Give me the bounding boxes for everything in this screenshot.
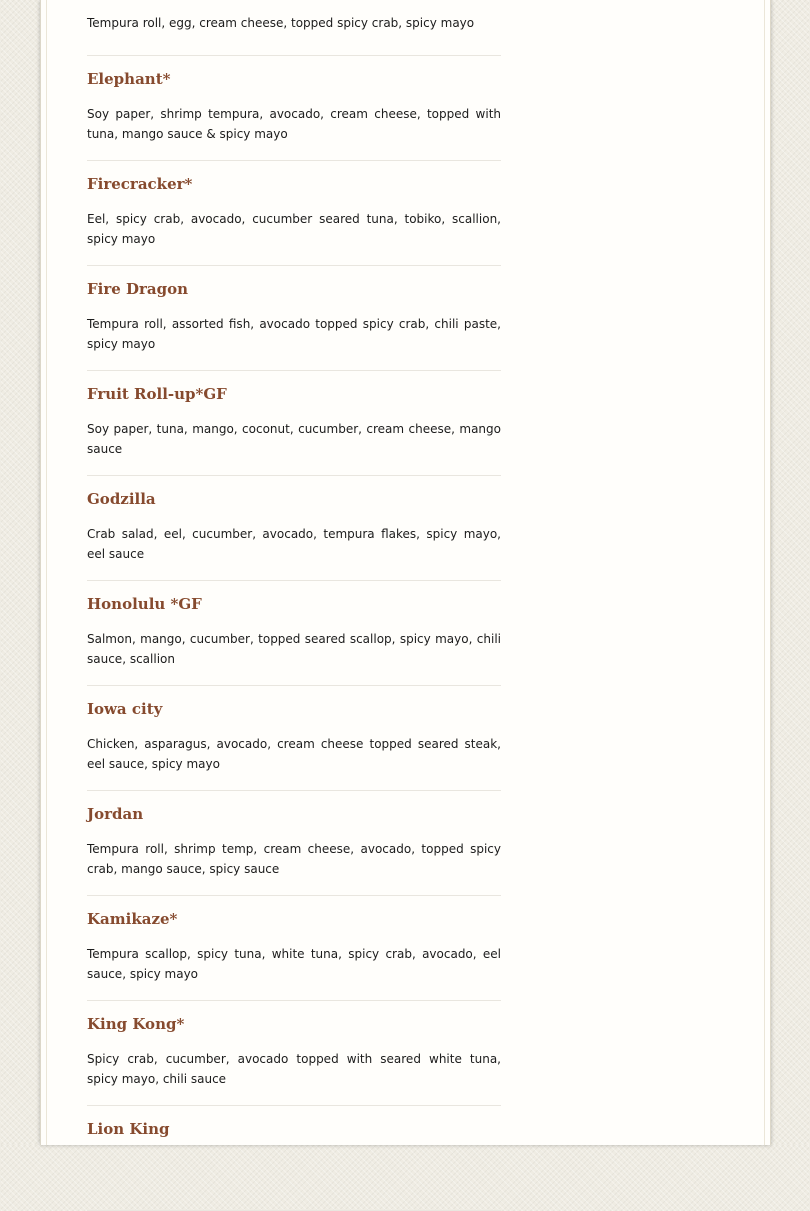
menu-item <box>87 1106 501 1211</box>
menu-item <box>87 791 501 896</box>
menu-item <box>87 56 501 161</box>
menu-item-description: Tempura roll, assorted fish, avocado topped spicy crab, chili paste, spicy mayo <box>87 317 501 351</box>
intro-description: Tempura roll, egg, cream cheese, topped spicy crab, spicy mayo <box>87 0 501 56</box>
menu-item-title: Lion King <box>87 1120 170 1138</box>
menu-item-title: Elephant* <box>87 70 171 88</box>
menu-item-title: King Kong* <box>87 1015 185 1033</box>
menu-list <box>87 56 501 1211</box>
menu-item-description: Crab salad, eel, cucumber, avocado, tempura flakes, spicy mayo, eel sauce <box>87 527 501 561</box>
menu-item-title: Firecracker* <box>87 175 193 193</box>
menu-item-title: Godzilla <box>87 490 156 508</box>
menu-item-title: Iowa city <box>87 700 163 718</box>
menu-item-description: Soy paper, tuna, mango, coconut, cucumber, cream cheese, mango sauce <box>87 422 501 456</box>
menu-item-description: Soy paper, shrimp tempura, avocado, cream cheese, topped with tuna, mango sauce & spicy mayo <box>87 107 501 141</box>
menu-item-title: Honolulu *GF <box>87 595 202 613</box>
menu-item-title: Jordan <box>87 805 144 823</box>
menu-item-description: Spicy crab, cucumber, avocado topped with seared white tuna, spicy mayo, chili sauce <box>87 1052 501 1086</box>
menu-item <box>87 266 501 371</box>
menu-content <box>87 0 501 1211</box>
menu-item-description: Eel, spicy crab, avocado, cucumber seared tuna, tobiko, scallion, spicy mayo <box>87 212 501 246</box>
menu-item-description: Tempura roll, shrimp temp, cream cheese, avocado, topped spicy crab, mango sauce, spicy sauce <box>87 842 501 876</box>
menu-item <box>87 371 501 476</box>
menu-item-description: Salmon, mango, cucumber, topped seared scallop, spicy mayo, chili sauce, scallion <box>87 632 501 666</box>
menu-item-title: Kamikaze* <box>87 910 178 928</box>
menu-item-title: Fire Dragon <box>87 280 189 298</box>
menu-item <box>87 1001 501 1106</box>
menu-item-description: Tempura scallop, spicy tuna, white tuna, spicy crab, avocado, eel sauce, spicy mayo <box>87 947 501 981</box>
menu-item <box>87 161 501 266</box>
menu-item-description: Chicken, asparagus, avocado, cream cheese topped seared steak, eel sauce, spicy mayo <box>87 737 501 771</box>
menu-item <box>87 581 501 686</box>
menu-item-title: Fruit Roll-up*GF <box>87 385 227 403</box>
menu-item <box>87 896 501 1001</box>
menu-item <box>87 686 501 791</box>
menu-item <box>87 476 501 581</box>
